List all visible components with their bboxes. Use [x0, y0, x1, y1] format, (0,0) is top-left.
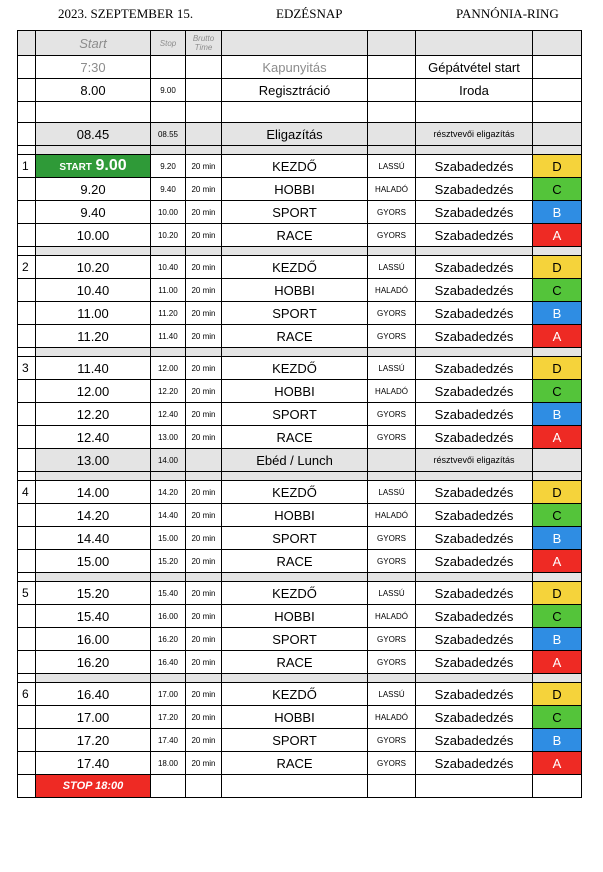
start-badge-time: 9.00 [95, 157, 127, 174]
session-speed: GYORS [368, 729, 416, 752]
session-group: KEZDŐ [222, 357, 368, 380]
session-row [18, 380, 582, 403]
session-stop-time: 18.00 [151, 752, 186, 775]
session-stop-time: 15.00 [151, 527, 186, 550]
session-group: SPORT [222, 201, 368, 224]
session-speed: GYORS [368, 550, 416, 573]
session-activity: Szabadedzés [416, 357, 533, 380]
session-stop-time: 12.00 [151, 357, 186, 380]
session-speed: HALADÓ [368, 178, 416, 201]
session-speed: GYORS [368, 224, 416, 247]
registration-row [18, 79, 582, 102]
session-row [18, 325, 582, 348]
separator-row [18, 146, 582, 155]
session-group: KEZDŐ [222, 256, 368, 279]
session-row [18, 201, 582, 224]
stop-row [18, 775, 582, 798]
session-group: SPORT [222, 628, 368, 651]
session-number: 2 [18, 256, 36, 279]
session-activity: Szabadedzés [416, 178, 533, 201]
session-speed: LASSÚ [368, 155, 416, 178]
session-row [18, 178, 582, 201]
session-activity: Szabadedzés [416, 752, 533, 775]
session-start-time: 12.40 [36, 426, 151, 449]
session-speed: LASSÚ [368, 357, 416, 380]
session-start-time: 17.20 [36, 729, 151, 752]
session-group: HOBBI [222, 178, 368, 201]
session-start-time: 14.00 [36, 481, 151, 504]
session-row [18, 729, 582, 752]
session-group: HOBBI [222, 504, 368, 527]
session-stop-time: 9.40 [151, 178, 186, 201]
session-activity: Szabadedzés [416, 628, 533, 651]
session-group: SPORT [222, 302, 368, 325]
session-stop-time: 11.40 [151, 325, 186, 348]
session-duration: 20 min [186, 527, 222, 550]
session-row [18, 527, 582, 550]
session-duration: 20 min [186, 325, 222, 348]
session-row [18, 256, 582, 279]
session-start-time: 17.00 [36, 706, 151, 729]
briefing-label: Eligazítás [222, 123, 368, 146]
session-speed: HALADÓ [368, 605, 416, 628]
session-activity: Szabadedzés [416, 325, 533, 348]
session-speed: GYORS [368, 628, 416, 651]
session-start-time: 17.40 [36, 752, 151, 775]
session-activity: Szabadedzés [416, 302, 533, 325]
session-number: 6 [18, 683, 36, 706]
lunch-activity: résztvevői eligazítás [416, 449, 533, 472]
session-speed: LASSÚ [368, 481, 416, 504]
session-duration: 20 min [186, 256, 222, 279]
session-row [18, 426, 582, 449]
level-badge: B [533, 201, 582, 224]
level-badge: D [533, 481, 582, 504]
briefing-row [18, 123, 582, 146]
session-speed: GYORS [368, 302, 416, 325]
session-stop-time: 16.20 [151, 628, 186, 651]
schedule-table [17, 30, 582, 798]
registration-activity: Iroda [416, 79, 533, 102]
session-number: 4 [18, 481, 36, 504]
session-group: RACE [222, 550, 368, 573]
session-speed: GYORS [368, 403, 416, 426]
session-group: KEZDŐ [222, 155, 368, 178]
session-start-time: 11.20 [36, 325, 151, 348]
session-stop-time: 15.20 [151, 550, 186, 573]
session-row [18, 481, 582, 504]
session-speed: HALADÓ [368, 380, 416, 403]
level-badge: D [533, 357, 582, 380]
session-stop-time: 14.20 [151, 481, 186, 504]
level-badge: D [533, 582, 582, 605]
lunch-label: Ebéd / Lunch [222, 449, 368, 472]
start-badge [36, 155, 151, 178]
session-activity: Szabadedzés [416, 729, 533, 752]
level-badge: A [533, 224, 582, 247]
briefing-activity: résztvevői eligazítás [416, 123, 533, 146]
session-row [18, 706, 582, 729]
session-activity: Szabadedzés [416, 706, 533, 729]
level-badge: D [533, 683, 582, 706]
session-duration: 20 min [186, 582, 222, 605]
session-speed: LASSÚ [368, 256, 416, 279]
session-duration: 20 min [186, 481, 222, 504]
session-duration: 20 min [186, 201, 222, 224]
session-stop-time: 14.40 [151, 504, 186, 527]
registration-label: Regisztráció [222, 79, 368, 102]
level-badge: B [533, 302, 582, 325]
level-badge: A [533, 426, 582, 449]
session-start-time: 14.40 [36, 527, 151, 550]
session-start-time: 10.40 [36, 279, 151, 302]
session-start-time: 14.20 [36, 504, 151, 527]
session-activity: Szabadedzés [416, 403, 533, 426]
session-activity: Szabadedzés [416, 224, 533, 247]
session-duration: 20 min [186, 651, 222, 674]
session-start-time: 12.00 [36, 380, 151, 403]
level-badge: C [533, 178, 582, 201]
session-start-time: 16.40 [36, 683, 151, 706]
registration-start: 8.00 [36, 79, 151, 102]
session-speed: GYORS [368, 752, 416, 775]
session-stop-time: 12.20 [151, 380, 186, 403]
session-start-time: 11.40 [36, 357, 151, 380]
col-header-brutto: Brutto Time [186, 31, 222, 56]
session-start-time: 12.20 [36, 403, 151, 426]
level-badge: B [533, 403, 582, 426]
level-badge: A [533, 550, 582, 573]
briefing-start: 08.45 [36, 123, 151, 146]
session-group: RACE [222, 325, 368, 348]
session-row [18, 357, 582, 380]
session-start-time: 11.00 [36, 302, 151, 325]
session-activity: Szabadedzés [416, 155, 533, 178]
session-activity: Szabadedzés [416, 550, 533, 573]
session-start-time: 10.00 [36, 224, 151, 247]
session-stop-time: 17.20 [151, 706, 186, 729]
level-badge: B [533, 729, 582, 752]
session-number: 5 [18, 582, 36, 605]
col-header-stop: Stop [151, 31, 186, 56]
session-stop-time: 16.00 [151, 605, 186, 628]
session-speed: LASSÚ [368, 582, 416, 605]
session-duration: 20 min [186, 380, 222, 403]
registration-stop: 9.00 [151, 79, 186, 102]
event-title: EDZÉSNAP [276, 6, 343, 21]
session-group: RACE [222, 224, 368, 247]
gate-open-activity: Gépátvétel start [416, 56, 533, 79]
session-activity: Szabadedzés [416, 651, 533, 674]
session-activity: Szabadedzés [416, 256, 533, 279]
session-start-time: 16.00 [36, 628, 151, 651]
session-start-time: 15.40 [36, 605, 151, 628]
session-start-time: 9.40 [36, 201, 151, 224]
session-stop-time: 10.40 [151, 256, 186, 279]
session-speed: GYORS [368, 201, 416, 224]
level-badge: A [533, 325, 582, 348]
event-date: 2023. SZEPTEMBER 15. [58, 6, 194, 21]
session-duration: 20 min [186, 706, 222, 729]
level-badge: B [533, 628, 582, 651]
session-stop-time: 17.40 [151, 729, 186, 752]
session-activity: Szabadedzés [416, 201, 533, 224]
level-badge: D [533, 155, 582, 178]
session-row [18, 504, 582, 527]
session-duration: 20 min [186, 403, 222, 426]
session-speed: HALADÓ [368, 279, 416, 302]
session-group: SPORT [222, 729, 368, 752]
session-activity: Szabadedzés [416, 582, 533, 605]
session-stop-time: 12.40 [151, 403, 186, 426]
session-row [18, 550, 582, 573]
session-group: KEZDŐ [222, 683, 368, 706]
session-group: HOBBI [222, 605, 368, 628]
level-badge: A [533, 752, 582, 775]
session-group: SPORT [222, 527, 368, 550]
session-duration: 20 min [186, 224, 222, 247]
session-duration: 20 min [186, 155, 222, 178]
session-activity: Szabadedzés [416, 426, 533, 449]
blank-row [18, 102, 582, 123]
session-activity: Szabadedzés [416, 527, 533, 550]
session-row [18, 279, 582, 302]
track-name: PANNÓNIA-RING [456, 6, 559, 21]
session-stop-time: 11.20 [151, 302, 186, 325]
session-group: HOBBI [222, 706, 368, 729]
level-badge: C [533, 380, 582, 403]
session-speed: HALADÓ [368, 706, 416, 729]
session-row [18, 302, 582, 325]
session-start-time: 9.20 [36, 178, 151, 201]
level-badge: A [533, 651, 582, 674]
session-group: KEZDŐ [222, 582, 368, 605]
level-badge: D [533, 256, 582, 279]
session-activity: Szabadedzés [416, 504, 533, 527]
session-duration: 20 min [186, 605, 222, 628]
column-header-row [18, 31, 582, 56]
start-badge-label: START [59, 162, 92, 173]
separator-row [18, 348, 582, 357]
session-row [18, 224, 582, 247]
session-duration: 20 min [186, 504, 222, 527]
session-speed: GYORS [368, 651, 416, 674]
session-duration: 20 min [186, 302, 222, 325]
session-row [18, 683, 582, 706]
session-duration: 20 min [186, 628, 222, 651]
briefing-stop: 08.55 [151, 123, 186, 146]
level-badge: C [533, 706, 582, 729]
session-group: RACE [222, 651, 368, 674]
session-group: RACE [222, 426, 368, 449]
session-stop-time: 10.20 [151, 224, 186, 247]
session-speed: LASSÚ [368, 683, 416, 706]
gate-open-row [18, 56, 582, 79]
session-start-time: 15.20 [36, 582, 151, 605]
session-speed: GYORS [368, 426, 416, 449]
session-duration: 20 min [186, 683, 222, 706]
separator-row [18, 247, 582, 256]
session-duration: 20 min [186, 550, 222, 573]
lunch-start: 13.00 [36, 449, 151, 472]
session-speed: GYORS [368, 325, 416, 348]
session-row [18, 155, 582, 178]
session-stop-time: 15.40 [151, 582, 186, 605]
session-row [18, 628, 582, 651]
col-header-start: Start [36, 31, 151, 56]
session-row [18, 752, 582, 775]
gate-open-time: 7:30 [36, 56, 151, 79]
session-duration: 20 min [186, 729, 222, 752]
session-row [18, 651, 582, 674]
session-duration: 20 min [186, 279, 222, 302]
level-badge: B [533, 527, 582, 550]
session-start-time: 16.20 [36, 651, 151, 674]
separator-row [18, 573, 582, 582]
separator-row [18, 674, 582, 683]
session-row [18, 605, 582, 628]
session-activity: Szabadedzés [416, 279, 533, 302]
lunch-stop: 14.00 [151, 449, 186, 472]
session-activity: Szabadedzés [416, 605, 533, 628]
session-activity: Szabadedzés [416, 481, 533, 504]
session-stop-time: 10.00 [151, 201, 186, 224]
session-group: SPORT [222, 403, 368, 426]
page-header [0, 6, 603, 24]
session-stop-time: 16.40 [151, 651, 186, 674]
session-stop-time: 9.20 [151, 155, 186, 178]
session-duration: 20 min [186, 178, 222, 201]
session-stop-time: 17.00 [151, 683, 186, 706]
level-badge: C [533, 605, 582, 628]
session-duration: 20 min [186, 752, 222, 775]
session-duration: 20 min [186, 426, 222, 449]
session-stop-time: 11.00 [151, 279, 186, 302]
session-group: HOBBI [222, 279, 368, 302]
session-number: 3 [18, 357, 36, 380]
stop-badge: STOP 18:00 [36, 775, 151, 798]
session-group: KEZDŐ [222, 481, 368, 504]
session-group: HOBBI [222, 380, 368, 403]
session-activity: Szabadedzés [416, 380, 533, 403]
gate-open-label: Kapunyitás [222, 56, 368, 79]
session-speed: HALADÓ [368, 504, 416, 527]
session-start-time: 15.00 [36, 550, 151, 573]
session-activity: Szabadedzés [416, 683, 533, 706]
session-group: RACE [222, 752, 368, 775]
session-number: 1 [18, 155, 36, 178]
level-badge: C [533, 504, 582, 527]
session-row [18, 403, 582, 426]
session-duration: 20 min [186, 357, 222, 380]
session-start-time: 10.20 [36, 256, 151, 279]
lunch-row [18, 449, 582, 472]
level-badge: C [533, 279, 582, 302]
session-speed: GYORS [368, 527, 416, 550]
separator-row [18, 472, 582, 481]
session-stop-time: 13.00 [151, 426, 186, 449]
session-row [18, 582, 582, 605]
